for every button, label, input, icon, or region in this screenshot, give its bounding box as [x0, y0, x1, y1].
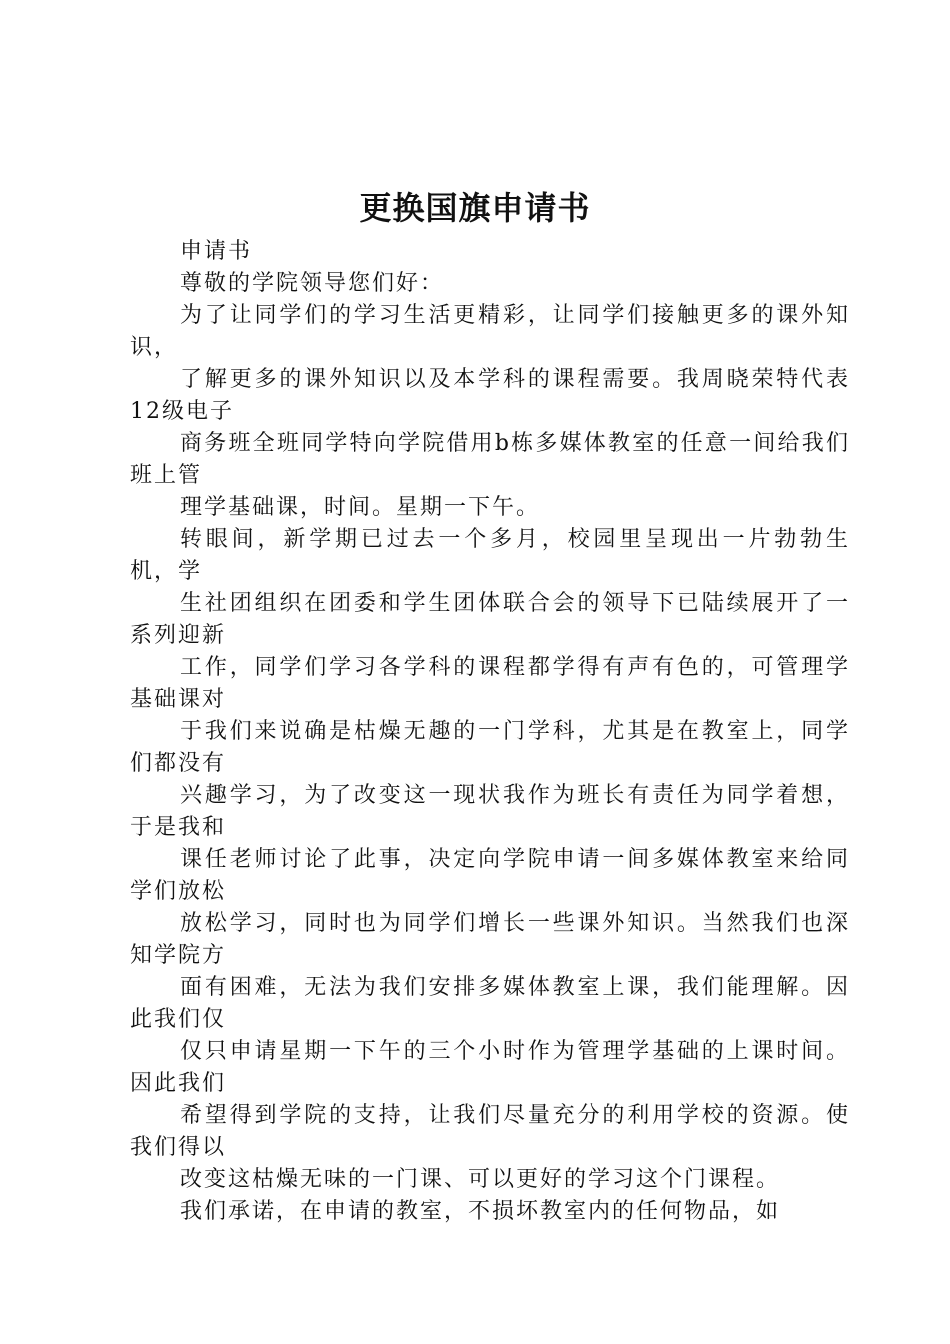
paragraph: 放松学习，同时也为同学们增长一些课外知识。当然我们也深知学院方 [130, 911, 850, 968]
paragraph: 工作，同学们学习各学科的课程都学得有声有色的，可管理学基础课对 [130, 655, 850, 712]
paragraph: 转眼间，新学期已过去一个多月，校园里呈现出一片勃勃生机，学 [130, 527, 850, 584]
paragraph: 课任老师讨论了此事，决定向学院申请一间多媒体教室来给同学们放松 [130, 847, 850, 904]
paragraph: 希望得到学院的支持，让我们尽量充分的利用学校的资源。使我们得以 [130, 1103, 850, 1160]
paragraph: 面有困难，无法为我们安排多媒体教室上课，我们能理解。因此我们仅 [130, 975, 850, 1032]
paragraph: 兴趣学习，为了改变这一现状我作为班长有责任为同学着想，于是我和 [130, 783, 850, 840]
document-title: 更换国旗申请书 [359, 189, 591, 227]
paragraph: 我们承诺，在申请的教室，不损坏教室内的任何物品，如 [180, 1199, 781, 1224]
paragraph: 商务班全班同学特向学院借用b栋多媒体教室的任意一间给我们班上管 [130, 431, 850, 488]
paragraph: 为了让同学们的学习生活更精彩，让同学们接触更多的课外知识， [130, 303, 850, 360]
paragraph: 仅只申请星期一下午的三个小时作为管理学基础的上课时间。因此我们 [130, 1039, 850, 1096]
document-body [130, 236, 850, 1228]
paragraph: 生社团组织在团委和学生团体联合会的领导下已陆续展开了一系列迎新 [130, 591, 850, 648]
paragraph: 改变这枯燥无味的一门课、可以更好的学习这个门课程。 [180, 1167, 781, 1192]
paragraph: 了解更多的课外知识以及本学科的课程需要。我周晓荣特代表12级电子 [130, 367, 850, 424]
paragraph: 于我们来说确是枯燥无趣的一门学科，尤其是在教室上，同学们都没有 [130, 719, 850, 776]
paragraph: 理学基础课，时间。星期一下午。 [180, 495, 541, 520]
paragraph: 尊敬的学院领导您们好： [180, 271, 445, 296]
paragraph: 申请书 [180, 239, 253, 264]
